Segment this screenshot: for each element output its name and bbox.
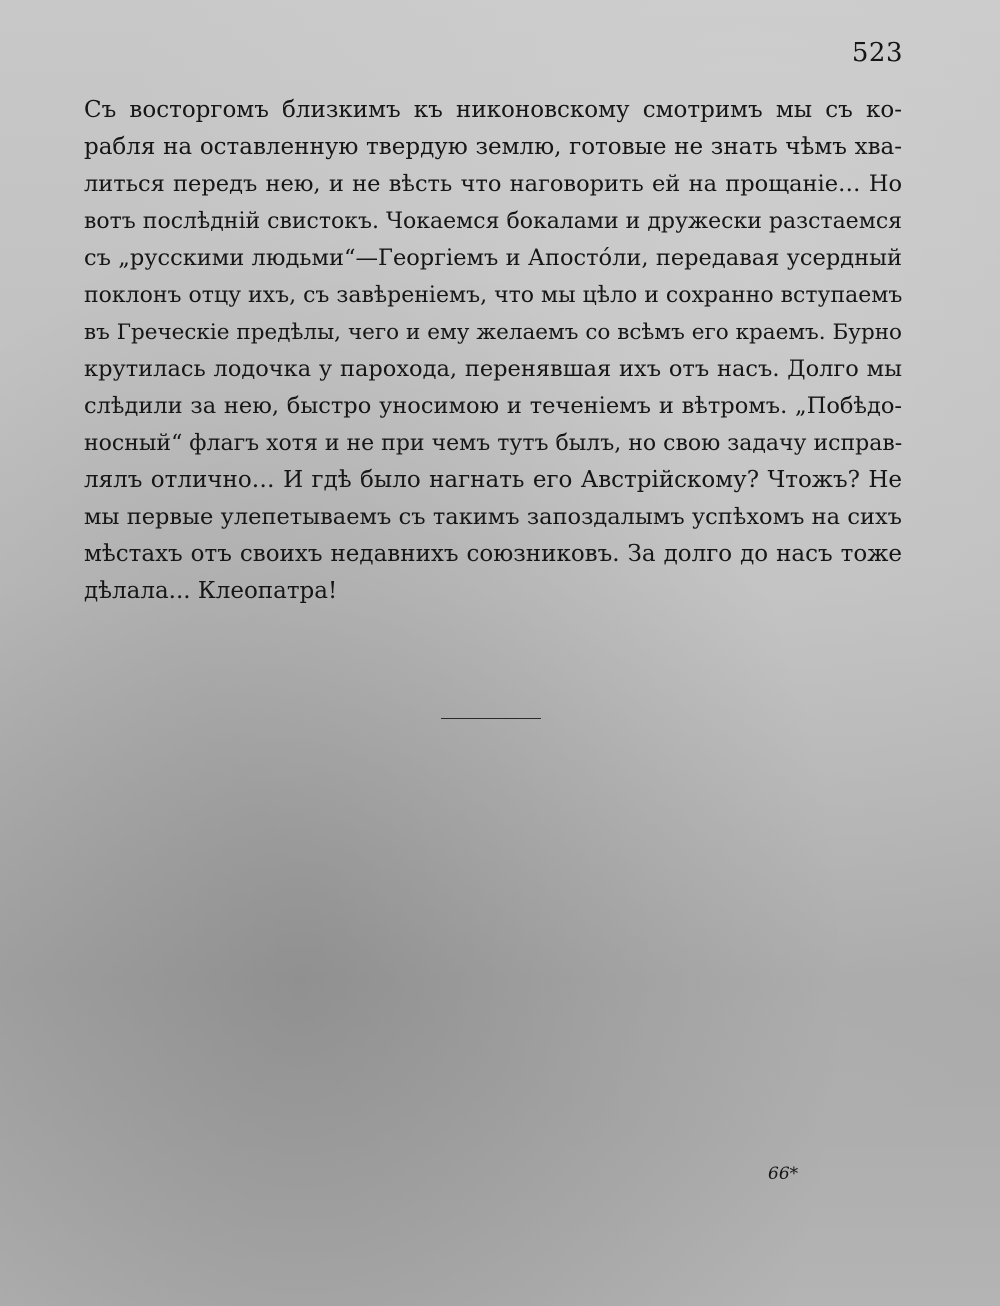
text-line: поклонъ отцу ихъ, съ завѣреніемъ, что мы цѣло и сохранно вступаемъ (84, 283, 903, 308)
section-divider (441, 718, 541, 719)
body-paragraph (84, 92, 902, 610)
text-line: Съ восторгомъ близкимъ къ никоновскому смотримъ мы съ ко- (84, 97, 902, 123)
text-line: мѣстахъ отъ своихъ недавнихъ союзниковъ. За долго до насъ тоже (84, 541, 902, 567)
text-line: съ „русскими людьми“—Георгіемъ и Апостóли, передавая усердный (84, 245, 902, 271)
text-line: слѣдили за нею, быстро уносимою и теченіемъ и вѣтромъ. „Побѣдо- (84, 393, 902, 419)
page-number: 523 (851, 38, 903, 68)
text-line: лялъ отлично… И гдѣ было нагнать его Австрійскому? Чтожъ? Не (84, 467, 902, 493)
text-line: носный“ флагъ хотя и не при чемъ тутъ былъ, но свою задачу исправ- (84, 431, 903, 456)
text-line: литься передъ нею, и не вѣсть что наговорить ей на прощаніе… Но (84, 171, 902, 197)
text-line-last: дѣлала... Клеопатра! (84, 578, 338, 604)
text-line: вотъ послѣдній свистокъ. Чокаемся бокалами и дружески разстаемся (84, 209, 903, 234)
printer-signature-mark: 66* (768, 1164, 799, 1184)
text-line: мы первые улепетываемъ съ такимъ запоздалымъ успѣхомъ на сихъ (84, 504, 902, 530)
text-line: крутилась лодочка у парохода, перенявшая ихъ отъ насъ. Долго мы (84, 356, 902, 382)
text-line: рабля на оставленную твердую землю, готовые не знать чѣмъ хва- (84, 134, 902, 160)
text-line: въ Греческіе предѣлы, чего и ему желаемъ со всѣмъ его краемъ. Бурно (84, 320, 902, 345)
